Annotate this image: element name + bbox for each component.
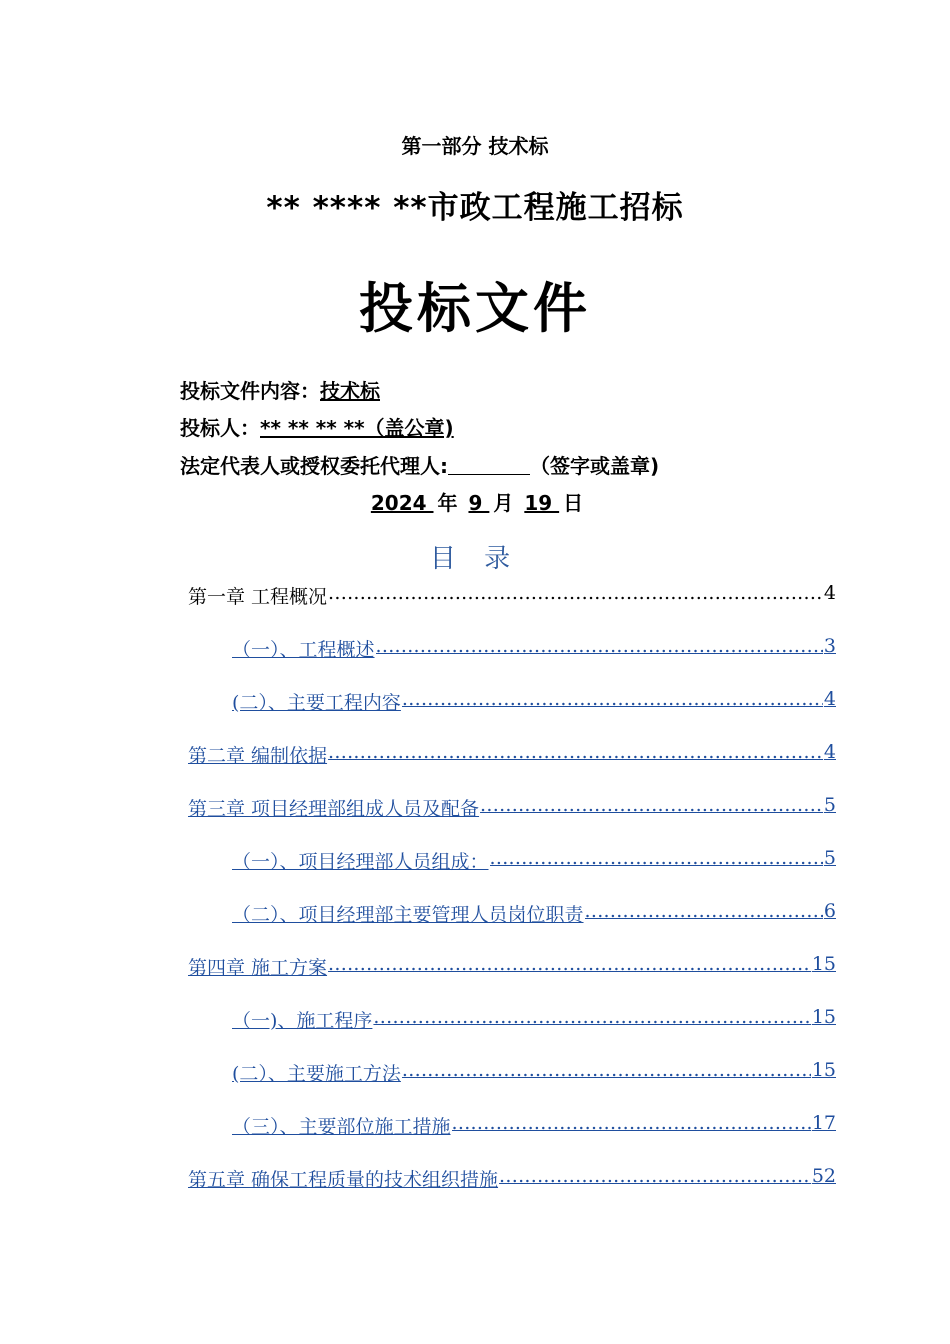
toc-entry-title: （二）、项目经理部主要管理人员岗位职责 (232, 904, 584, 926)
toc-entry[interactable] (188, 1055, 836, 1108)
toc-entry (188, 578, 836, 631)
toc-entry[interactable] (188, 737, 836, 790)
toc-entry-title: 第五章 确保工程质量的技术组织措施 (188, 1169, 499, 1191)
toc-leader-dots (452, 1112, 811, 1134)
toc-entry-title: （一）、工程概述 (232, 639, 375, 661)
toc-leader-dots (328, 741, 823, 763)
toc-entry-page: 52 (811, 1165, 836, 1187)
date-month: 9 (468, 491, 490, 515)
toc-entry[interactable] (188, 896, 836, 949)
content-line (180, 375, 380, 404)
toc-leader-dots (499, 1165, 811, 1187)
toc-leader-dots (480, 794, 823, 816)
toc-entry-title: （三）、主要部位施工措施 (232, 1116, 451, 1138)
toc-entry-page: 5 (823, 847, 836, 869)
project-title: ** **** **市政工程施工招标 (266, 190, 684, 226)
content-value: 技术标 (320, 379, 380, 403)
toc-entry[interactable] (188, 1002, 836, 1055)
toc-entry[interactable] (188, 1108, 836, 1161)
toc-entry[interactable] (188, 684, 836, 737)
toc-entry-title: (二）、主要施工方法 (232, 1063, 401, 1085)
toc-entry-page: 5 (823, 794, 836, 816)
toc-leader-dots (402, 1059, 811, 1081)
toc-leader-dots (490, 847, 823, 869)
representative-label: 法定代表人或授权委托代理人: (180, 454, 448, 478)
toc-leader-dots (328, 582, 823, 604)
toc-entry-page: 4 (823, 741, 836, 763)
toc-entry-page: 4 (823, 582, 836, 604)
table-of-contents (188, 578, 836, 1214)
bidder-line (180, 412, 454, 441)
toc-entry-title: 第四章 施工方案 (188, 957, 328, 979)
toc-entry[interactable] (188, 790, 836, 843)
toc-entry-page: 17 (811, 1112, 836, 1134)
toc-entry-page: 15 (811, 953, 836, 975)
representative-suffix: （签字或盖章) (530, 454, 660, 478)
date-day-unit: 日 (563, 491, 584, 515)
toc-entry-title: 第一章 工程概况 (188, 586, 328, 608)
part-title: 第一部分 技术标 (401, 134, 549, 158)
toc-entry-title: 第三章 项目经理部组成人员及配备 (188, 798, 480, 820)
toc-entry-title: (二）、主要工程内容 (232, 692, 401, 714)
document-title: 投标文件 (359, 277, 591, 340)
date-day: 19 (524, 491, 560, 515)
toc-leader-dots (585, 900, 823, 922)
toc-entry[interactable] (188, 949, 836, 1002)
bidder-value: ** ** ** **（盖公章) (260, 416, 454, 440)
toc-leader-dots (376, 635, 823, 657)
bidder-label: 投标人： (180, 416, 260, 440)
toc-title: 目 录 (429, 544, 521, 574)
toc-entry-page: 6 (823, 900, 836, 922)
toc-entry[interactable] (188, 1161, 836, 1214)
toc-entry-title: （一）、项目经理部人员组成： (232, 851, 489, 873)
date-month-unit: 月 (493, 491, 514, 515)
toc-entry-page: 15 (811, 1059, 836, 1081)
toc-entry[interactable] (188, 843, 836, 896)
toc-leader-dots (373, 1006, 810, 1028)
signature-blank[interactable] (448, 456, 530, 475)
toc-entry-title: （一)、施工程序 (232, 1010, 373, 1032)
toc-entry[interactable] (188, 631, 836, 684)
toc-entry-title: 第二章 编制依据 (188, 745, 328, 767)
representative-line (180, 450, 659, 479)
toc-entry-page: 4 (823, 688, 836, 710)
date-year: 2024 (370, 491, 434, 515)
toc-entry-page: 3 (823, 635, 836, 657)
content-label: 投标文件内容： (180, 379, 320, 403)
toc-leader-dots (328, 953, 811, 975)
date-line (0, 487, 950, 516)
toc-leader-dots (402, 688, 823, 710)
date-year-unit: 年 (437, 491, 458, 515)
toc-entry-page: 15 (811, 1006, 836, 1028)
